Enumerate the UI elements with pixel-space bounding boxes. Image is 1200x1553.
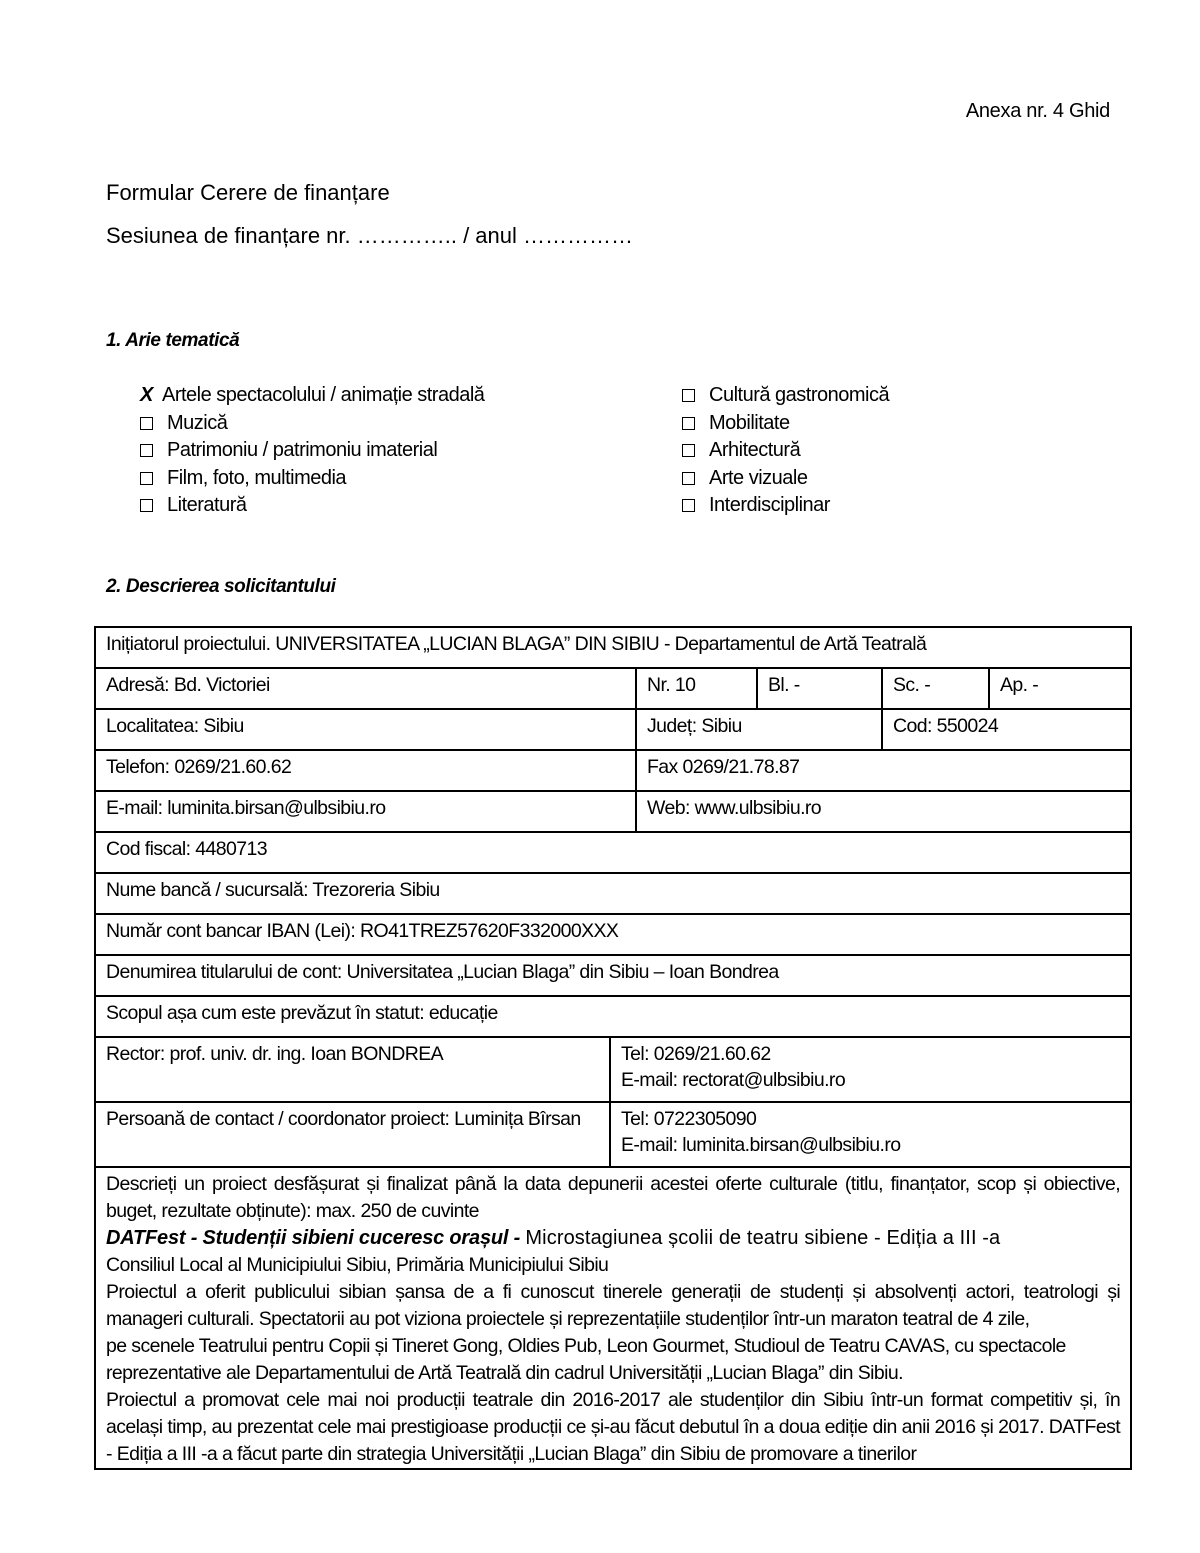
contact-details-cell (610, 1102, 1131, 1167)
postal-code-cell: Cod: 550024 (882, 709, 1131, 750)
project-description-cell (95, 1167, 1131, 1469)
table-row (95, 1167, 1131, 1469)
theme-option-patrimoniu[interactable] (140, 437, 484, 465)
bl-cell: Bl. - (757, 668, 882, 709)
theme-label: Arhitectură (709, 439, 801, 462)
project-title-bold: DATFest - Studenții sibieni cuceresc orașul - (106, 1227, 526, 1249)
rector-cell: Rector: prof. univ. dr. ing. Ioan BONDREA (95, 1037, 610, 1102)
fax-cell: Fax 0269/21.78.87 (636, 750, 1131, 791)
form-title: Formular Cerere de finanțare (106, 180, 390, 205)
county-cell: Județ: Sibiu (636, 709, 882, 750)
checkbox-icon[interactable] (682, 389, 695, 402)
contact-tel: Tel: 0722305090 (621, 1108, 757, 1130)
ap-cell: Ap. - (989, 668, 1131, 709)
theme-column-right (682, 382, 889, 520)
table-row (95, 873, 1131, 914)
rector-email: E-mail: rectorat@ulbsibiu.ro (621, 1069, 846, 1091)
iban-cell: Număr cont bancar IBAN (Lei): RO41TREZ57620F332000XXX (95, 914, 1131, 955)
theme-label: Arte vizuale (709, 466, 808, 489)
theme-label: Muzică (167, 411, 228, 434)
fiscal-code-cell: Cod fiscal: 4480713 (95, 832, 1131, 873)
checked-x-mark: X (140, 384, 153, 407)
theme-option-arhitectura[interactable] (682, 437, 889, 465)
rector-tel: Tel: 0269/21.60.62 (621, 1043, 771, 1065)
checkbox-icon[interactable] (140, 417, 153, 430)
description-prompt: Descrieți un proiect desfășurat și finalizat până la data depunerii acestei oferte culturale (titlu, finanțator, scop și obiective, buget, rezultate obținute): max. 250 de cuvinte (106, 1173, 1121, 1222)
theme-label: Literatură (167, 494, 247, 517)
theme-option-cultura-gastronomica[interactable] (682, 382, 889, 410)
table-row (95, 1037, 1131, 1102)
theme-label: Cultură gastronomică (709, 384, 890, 407)
table-row (95, 709, 1131, 750)
session-line: Sesiunea de finanțare nr. ………….. / anul …………… (106, 223, 634, 248)
table-row (95, 791, 1131, 832)
initiator-cell: Inițiatorul proiectului. UNIVERSITATEA „LUCIAN BLAGA” DIN SIBIU - Departamentul de Artă Teatrală (95, 627, 1131, 668)
web-cell: Web: www.ulbsibiu.ro (636, 791, 1131, 832)
applicant-table (94, 626, 1132, 1470)
theme-label: Mobilitate (709, 411, 790, 434)
checkbox-icon[interactable] (140, 499, 153, 512)
phone-cell: Telefon: 0269/21.60.62 (95, 750, 636, 791)
rector-contact-cell (610, 1037, 1131, 1102)
account-holder-cell: Denumirea titularului de cont: Universitatea „Lucian Blaga” din Sibiu – Ioan Bondrea (95, 955, 1131, 996)
theme-option-mobilitate[interactable] (682, 410, 889, 438)
checkbox-icon[interactable] (140, 444, 153, 457)
checkbox-icon[interactable] (682, 472, 695, 485)
project-paragraph-1b: pe scenele Teatrului pentru Copii și Tineret Gong, Oldies Pub, Leon Gourmet, Studioul de Teatru CAVAS, cu spectacole reprezentative ale Departamentului de Artă Teatrală din cadrul Universității „Lucian Blaga” din Sibiu. (106, 1335, 1066, 1384)
theme-column-left (140, 382, 484, 520)
checkbox-icon[interactable] (682, 499, 695, 512)
table-row (95, 914, 1131, 955)
checkbox-icon[interactable] (140, 472, 153, 485)
bank-cell: Nume bancă / sucursală: Trezoreria Sibiu (95, 873, 1131, 914)
section-1-title: 1. Arie tematică (106, 330, 240, 351)
checkbox-icon[interactable] (682, 417, 695, 430)
table-row (95, 832, 1131, 873)
theme-option-muzica[interactable] (140, 410, 484, 438)
sc-cell: Sc. - (882, 668, 989, 709)
table-row (95, 1102, 1131, 1167)
email-cell: E-mail: luminita.birsan@ulbsibiu.ro (95, 791, 636, 832)
theme-label: Patrimoniu / patrimoniu imaterial (167, 439, 438, 462)
address-cell: Adresă: Bd. Victoriei (95, 668, 636, 709)
theme-option-artele-spectacolului[interactable] (140, 382, 484, 410)
annex-label: Anexa nr. 4 Ghid (965, 100, 1110, 122)
contact-person-cell: Persoană de contact / coordonator proiect: Luminița Bîrsan (95, 1102, 610, 1167)
theme-label: Artele spectacolului / animație stradală (162, 384, 485, 407)
table-row (95, 750, 1131, 791)
table-row (95, 668, 1131, 709)
theme-option-film[interactable] (140, 465, 484, 493)
theme-option-literatura[interactable] (140, 492, 484, 520)
nr-cell: Nr. 10 (636, 668, 757, 709)
table-row (95, 627, 1131, 668)
contact-email: E-mail: luminita.birsan@ulbsibiu.ro (621, 1134, 901, 1156)
locality-cell: Localitatea: Sibiu (95, 709, 636, 750)
purpose-cell: Scopul așa cum este prevăzut în statut: educație (95, 996, 1131, 1037)
theme-option-arte-vizuale[interactable] (682, 465, 889, 493)
section-2-title: 2. Descrierea solicitantului (106, 576, 336, 597)
project-funder: Consiliul Local al Municipiului Sibiu, Primăria Municipiului Sibiu (106, 1254, 609, 1276)
theme-label: Interdisciplinar (709, 494, 830, 517)
theme-label: Film, foto, multimedia (167, 466, 347, 489)
project-paragraph-2: Proiectul a promovat cele mai noi producții teatrale din 2016-2017 ale studenților din Sibiu într-un format competitiv și, în același timp, au prezentat cele mai prestigioase producții ce și-au făcut debutul în a doua ediție din anii 2016 și 2017. DATFest - Ediția a III -a a făcut parte din strategia Universității „Lucian Blaga” din Sibiu de promovare a tinerilor (106, 1389, 1121, 1465)
checkbox-icon[interactable] (682, 444, 695, 457)
project-title-rest: Microstagiunea școlii de teatru sibiene - Ediția a III -a (525, 1227, 1001, 1249)
theme-option-interdisciplinar[interactable] (682, 492, 889, 520)
table-row (95, 955, 1131, 996)
table-row (95, 996, 1131, 1037)
project-paragraph-1: Proiectul a oferit publicului sibian șansa de a fi cunoscut tinerele generații de studenți și absolvenți actori, teatrologi și manageri culturali. Spectatorii au pot viziona proiectele și reprezentațiile studenților într-un maraton teatral de 4 zile, (106, 1281, 1121, 1330)
project-title (106, 1225, 1120, 1252)
